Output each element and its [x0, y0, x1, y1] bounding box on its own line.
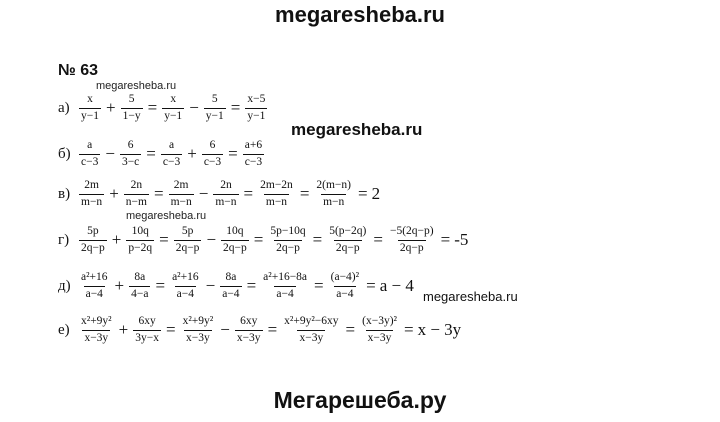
operator: +: [187, 144, 197, 163]
fraction: [329, 272, 361, 300]
numerator: a²+16: [81, 271, 108, 283]
fraction: [79, 316, 114, 344]
row-label: е): [58, 321, 70, 338]
denominator: 2q−p: [81, 241, 105, 254]
operator: =: [253, 230, 264, 249]
fraction: [129, 272, 150, 300]
operator: −: [189, 98, 199, 117]
equation-row-b: [58, 136, 267, 172]
numerator: a: [168, 139, 175, 151]
numerator: a: [87, 139, 93, 151]
denominator: 2q−p: [335, 241, 360, 254]
watermark-bottom[interactable]: Мегарешеба.ру: [273, 387, 447, 413]
fraction: [121, 94, 143, 122]
denominator: p−2q: [128, 241, 153, 254]
denominator: m−n: [81, 195, 103, 208]
denominator: y−1: [205, 109, 224, 122]
operator: =: [155, 276, 166, 295]
numerator: 5p: [87, 225, 99, 237]
operator: +: [114, 276, 125, 295]
operator: =: [153, 184, 164, 203]
fraction: [243, 140, 264, 168]
operator: +: [109, 184, 119, 203]
numerator: 10q: [226, 225, 244, 237]
fraction: [126, 226, 154, 254]
operator: −: [198, 184, 209, 203]
result: -5: [454, 230, 469, 249]
numerator: 2m−2n: [260, 179, 293, 191]
operator: =: [299, 184, 310, 203]
operator: −: [220, 320, 230, 339]
fraction: [79, 272, 110, 300]
numerator: 2n: [220, 179, 232, 191]
fraction: [213, 180, 238, 208]
numerator: a²+16−8a: [263, 271, 308, 283]
denominator: 2q−p: [276, 241, 300, 254]
numerator: 5: [211, 93, 218, 105]
denominator: a−4: [176, 287, 195, 300]
denominator: m−n: [170, 195, 192, 208]
fraction: [170, 272, 201, 300]
watermark-mid: megaresheba.ru: [291, 120, 423, 139]
numerator: (x−3y)²: [362, 315, 397, 327]
denominator: m−n: [265, 195, 288, 208]
equation-row-a: [58, 90, 270, 126]
numerator: 8a: [225, 271, 237, 283]
operator: =: [165, 320, 176, 339]
denominator: x−3y: [299, 331, 324, 344]
equation-row-c: [58, 176, 380, 212]
fraction: [79, 94, 101, 122]
fraction: [204, 94, 226, 122]
denominator: y−1: [81, 109, 99, 122]
fraction: [174, 226, 202, 254]
row-label: д): [58, 277, 71, 294]
numerator: 2n: [130, 179, 143, 191]
numerator: 5: [128, 93, 135, 105]
operator: =: [366, 276, 376, 295]
operator: =: [159, 230, 169, 249]
fraction: [133, 316, 161, 344]
operator: =: [267, 320, 278, 339]
denominator: c−3: [162, 155, 181, 168]
fraction: [79, 140, 100, 168]
numerator: a+6: [244, 139, 263, 151]
denominator: c−3: [81, 155, 99, 168]
denominator: 3−c: [121, 155, 140, 168]
operator: =: [228, 144, 238, 163]
result: x − 3y: [417, 320, 462, 339]
equation-row-e: [58, 268, 414, 304]
fraction: [258, 180, 295, 208]
denominator: a−4: [222, 287, 240, 300]
problem-number: № 63: [58, 62, 99, 79]
fraction: [162, 94, 184, 122]
denominator: x−3y: [367, 331, 392, 344]
operator: =: [246, 276, 257, 295]
fraction: [220, 272, 241, 300]
fraction: [282, 316, 340, 344]
numerator: x²+9y²: [182, 315, 214, 327]
denominator: 3y−x: [135, 331, 159, 344]
result: 2: [371, 184, 381, 203]
operator: =: [314, 276, 324, 295]
equation-row-f: [58, 312, 461, 348]
fraction: [161, 140, 182, 168]
numerator: 8a: [134, 271, 146, 283]
operator: =: [312, 230, 323, 249]
fraction: [268, 226, 307, 254]
operator: =: [243, 184, 254, 203]
denominator: x−3y: [84, 331, 109, 344]
denominator: a−4: [85, 287, 103, 300]
numerator: 2m: [84, 179, 99, 191]
row-label: а): [58, 99, 70, 116]
operator: =: [146, 144, 156, 163]
numerator: 6: [127, 139, 134, 151]
fraction: [235, 316, 263, 344]
numerator: 2(m−n): [316, 179, 351, 191]
numerator: 6xy: [240, 315, 258, 327]
denominator: y−1: [164, 109, 183, 122]
denominator: 1−y: [122, 109, 141, 122]
result: a − 4: [379, 276, 414, 295]
denominator: 2q−p: [399, 241, 424, 254]
denominator: c−3: [203, 155, 222, 168]
denominator: c−3: [244, 155, 263, 168]
fraction: [388, 226, 436, 254]
fraction: [202, 140, 223, 168]
operator: +: [118, 320, 129, 339]
fraction: [79, 226, 107, 254]
numerator: x: [170, 93, 177, 105]
row-label: б): [58, 145, 71, 162]
denominator: 4−a: [131, 287, 149, 300]
denominator: y−1: [247, 109, 266, 122]
operator: =: [345, 320, 356, 339]
operator: =: [440, 230, 451, 249]
numerator: 5p−10q: [270, 225, 306, 237]
numerator: 10q: [131, 225, 149, 237]
denominator: a−4: [336, 287, 354, 300]
numerator: x²+9y²−6xy: [284, 315, 339, 327]
operator: =: [358, 184, 368, 203]
numerator: a²+16: [172, 271, 199, 283]
operator: −: [105, 144, 115, 163]
watermark-line: megaresheba.ru: [423, 289, 518, 304]
fraction: [169, 180, 194, 208]
operator: +: [111, 230, 122, 249]
fraction: [327, 226, 368, 254]
denominator: x−3y: [236, 331, 261, 344]
operator: =: [230, 98, 241, 117]
operator: +: [106, 98, 116, 117]
row-label: в): [58, 185, 71, 202]
numerator: x²+9y²: [81, 315, 112, 327]
fraction: [120, 140, 141, 168]
denominator: x−3y: [186, 331, 210, 344]
fraction: [360, 316, 399, 344]
numerator: 6: [209, 139, 216, 151]
denominator: m−n: [323, 195, 345, 208]
numerator: (a−4)²: [330, 271, 360, 283]
row-label: г): [58, 231, 70, 248]
numerator: 5(p−2q): [329, 225, 367, 237]
numerator: 6xy: [138, 315, 156, 327]
denominator: n−m: [125, 195, 147, 208]
operator: −: [206, 230, 217, 249]
numerator: 2m: [173, 179, 189, 191]
numerator: 5p: [181, 225, 194, 237]
denominator: 2q−p: [175, 241, 200, 254]
fraction: [261, 272, 309, 300]
denominator: 2q−p: [223, 241, 247, 254]
denominator: m−n: [215, 195, 237, 208]
equation-row-d: [58, 222, 468, 258]
fraction: [221, 226, 249, 254]
numerator: −5(2q−p): [389, 225, 434, 237]
fraction: [79, 180, 104, 208]
fraction: [181, 316, 216, 344]
operator: −: [205, 276, 216, 295]
fraction: [245, 94, 267, 122]
watermark-small: megaresheba.ru: [96, 80, 177, 92]
watermark-small: megaresheba.ru: [126, 210, 207, 222]
operator: =: [403, 320, 414, 339]
denominator: a−4: [276, 287, 294, 300]
fraction: [124, 180, 149, 208]
watermark-top[interactable]: megaresheba.ru: [275, 2, 445, 27]
numerator: x: [87, 93, 93, 105]
operator: =: [373, 230, 383, 249]
fraction: [314, 180, 353, 208]
operator: =: [147, 98, 158, 117]
numerator: x−5: [247, 93, 266, 105]
